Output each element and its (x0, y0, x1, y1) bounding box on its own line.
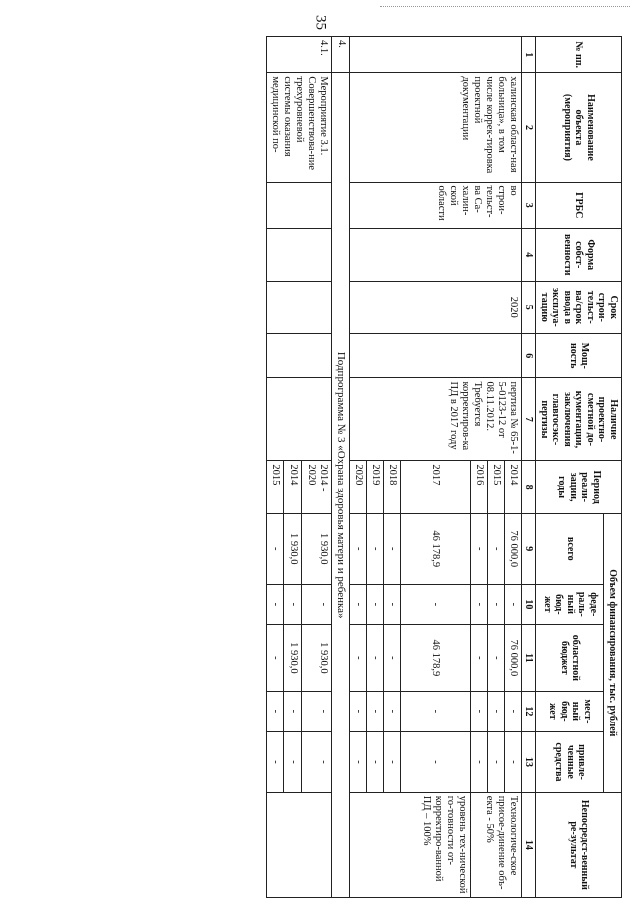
att-cell: - (470, 732, 487, 793)
hdr-name: Наименование объекта (мероприятия) (536, 73, 622, 182)
colnum: 8 (522, 461, 537, 514)
hdr-total: всего (536, 513, 604, 584)
fed-cell: - (366, 584, 383, 624)
total-cell: - (383, 513, 400, 584)
loc-cell: - (349, 691, 366, 731)
top-dotted-rule (380, 6, 630, 7)
page-number-text: 35 (312, 15, 329, 30)
section-row (331, 37, 349, 898)
hdr-term: Срок строи-тельст-ва/срок ввода в эксплуа-тацию (536, 281, 622, 334)
section-num: 4. (331, 37, 349, 73)
section-title: Подпрограмма № 3 «Охрана здоровья матери и ребенка» (331, 73, 349, 898)
object-row-2014 (504, 37, 521, 898)
hdr-docs: Наличие проектно-сметной до-кументации, заключения главгосэкс-пертизы (536, 378, 622, 461)
colnum: 13 (522, 732, 537, 793)
measure-grbs (266, 182, 331, 228)
hdr-attracted: привле-ченные средства (536, 732, 604, 793)
result-cell: уровень тех-нической го-товности от-корректиро-ванной ПД – 100% (349, 792, 470, 897)
object-docs: пертиза № 65-1-5-0123-12 от 08.11.2012. Требуется корректиров-ка ПД в 2017 году (349, 378, 521, 461)
total-cell: 76 000,0 (504, 513, 521, 584)
total-cell: - (349, 513, 366, 584)
loc-cell: - (266, 691, 284, 731)
object-name: халинская област-ная больница», в том числе коррек-тировка проектной документации (349, 73, 521, 182)
object-grbs: во строи-тельст-ва Са-халин-ской области (349, 182, 521, 228)
loc-cell: - (504, 691, 521, 731)
financing-table (266, 36, 622, 898)
fed-cell: - (349, 584, 366, 624)
measure-term (266, 281, 331, 334)
fed-cell: - (487, 584, 504, 624)
total-cell: - (487, 513, 504, 584)
colnum: 7 (522, 378, 537, 461)
object-ownership (349, 228, 521, 281)
loc-cell: - (400, 691, 470, 731)
reg-cell: 76 000,0 (504, 625, 521, 692)
year-cell: 2014 (504, 461, 521, 514)
object-term: 2020 (349, 281, 521, 334)
column-number-row (522, 37, 537, 898)
measure-name: Мероприятие 3.1. Совершенствова-ние трехуровневой системы оказания медицинской по- (266, 73, 331, 182)
total-cell: 1 930,0 (301, 513, 331, 584)
year-cell: 2015 (266, 461, 284, 514)
hdr-regional: областной бюджет (536, 625, 604, 692)
colnum: 4 (522, 228, 537, 281)
total-cell: - (470, 513, 487, 584)
fed-cell: - (400, 584, 470, 624)
measure-row-total (301, 37, 331, 898)
fed-cell: - (383, 584, 400, 624)
measure-docs (266, 378, 331, 461)
colnum: 14 (522, 792, 537, 897)
hdr-local: мест-ный бюд-жет (536, 691, 604, 731)
loc-cell: - (284, 691, 302, 731)
year-cell: 2020 (349, 461, 366, 514)
colnum: 3 (522, 182, 537, 228)
year-cell: 2017 (400, 461, 470, 514)
year-cell: 2019 (366, 461, 383, 514)
colnum: 6 (522, 334, 537, 378)
hdr-grbs: ГРБС (536, 182, 622, 228)
reg-cell: - (383, 625, 400, 692)
page-number (300, 14, 340, 38)
colnum: 2 (522, 73, 537, 182)
colnum: 12 (522, 691, 537, 731)
reg-cell: - (266, 625, 284, 692)
fed-cell: - (504, 584, 521, 624)
reg-cell: 1 930,0 (284, 625, 302, 692)
object-num-cell (349, 37, 521, 73)
att-cell: - (301, 732, 331, 793)
header-row-1 (604, 37, 622, 898)
year-cell: 2015 (487, 461, 504, 514)
att-cell: - (504, 732, 521, 793)
reg-cell: 1 930,0 (301, 625, 331, 692)
colnum: 5 (522, 281, 537, 334)
reg-cell: - (366, 625, 383, 692)
fed-cell: - (301, 584, 331, 624)
hdr-capacity: Мощ-ность (536, 334, 622, 378)
colnum: 10 (522, 584, 537, 624)
year-cell: 2014 - 2020 (301, 461, 331, 514)
hdr-result: Непосредст-венный ре-зультат (536, 792, 622, 897)
loc-cell: - (366, 691, 383, 731)
hdr-period: Период реали-зации, годы (536, 461, 622, 514)
hdr-ownership: Форма собст-венности (536, 228, 622, 281)
year-cell: 2016 (470, 461, 487, 514)
reg-cell: - (470, 625, 487, 692)
loc-cell: - (487, 691, 504, 731)
fed-cell: - (266, 584, 284, 624)
measure-num: 4.1. (266, 37, 331, 73)
measure-capacity (266, 334, 331, 378)
colnum: 1 (522, 37, 537, 73)
colnum: 9 (522, 513, 537, 584)
total-cell: - (266, 513, 284, 584)
att-cell: - (400, 732, 470, 793)
att-cell: - (266, 732, 284, 793)
fed-cell: - (284, 584, 302, 624)
loc-cell: - (383, 691, 400, 731)
att-cell: - (284, 732, 302, 793)
loc-cell: - (301, 691, 331, 731)
colnum: 11 (522, 625, 537, 692)
fed-cell: - (470, 584, 487, 624)
total-cell: - (366, 513, 383, 584)
reg-cell: - (349, 625, 366, 692)
year-cell: 2014 (284, 461, 302, 514)
result-cell: Технологиче-ское присое-динение объ-екта - 50% (470, 792, 521, 897)
att-cell: - (487, 732, 504, 793)
att-cell: - (366, 732, 383, 793)
measure-result (266, 792, 331, 897)
hdr-fin-group: Объем финансирования, тыс. рублей (604, 513, 622, 792)
hdr-federal: феде-раль-ный бюд-жет (536, 584, 604, 624)
reg-cell: - (487, 625, 504, 692)
year-cell: 2018 (383, 461, 400, 514)
total-cell: 1 930,0 (284, 513, 302, 584)
measure-ownership (266, 228, 331, 281)
att-cell: - (349, 732, 366, 793)
hdr-num: № пп. (536, 37, 622, 73)
rotated-table-container (62, 36, 622, 898)
object-capacity (349, 334, 521, 378)
loc-cell: - (470, 691, 487, 731)
att-cell: - (383, 732, 400, 793)
reg-cell: 46 178,9 (400, 625, 470, 692)
total-cell: 46 178,9 (400, 513, 470, 584)
